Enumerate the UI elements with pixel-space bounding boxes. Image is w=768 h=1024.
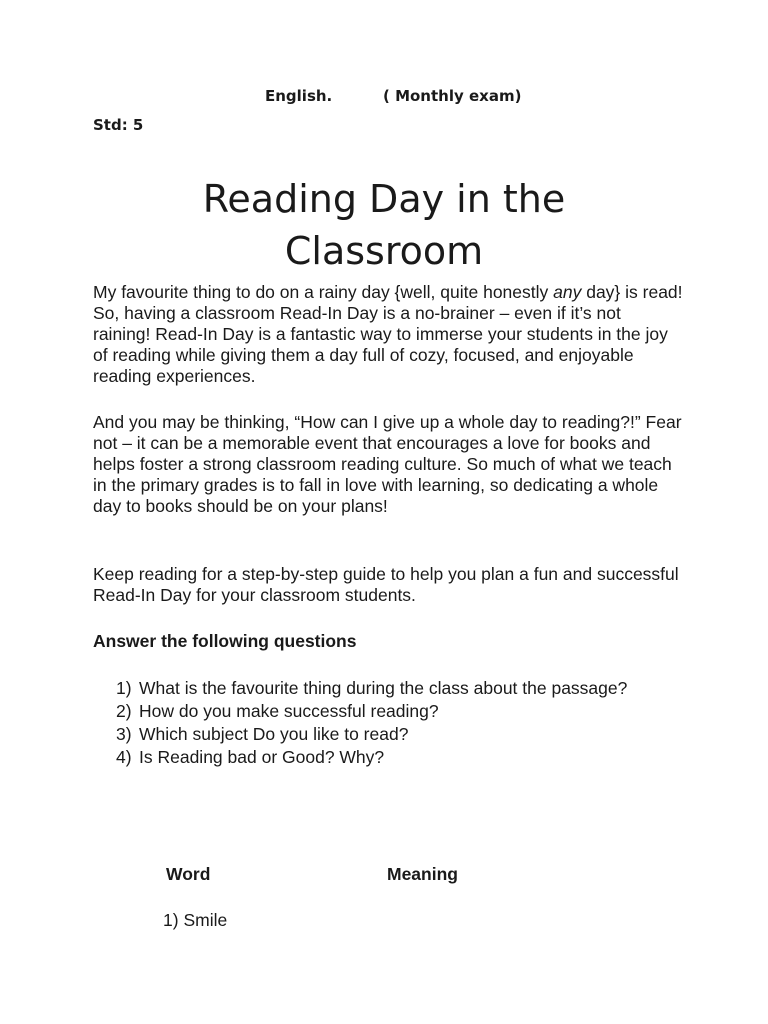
question-item [116, 701, 636, 722]
passage-paragraph-1 [93, 282, 683, 387]
exam-type-label: ( Monthly exam) [383, 87, 522, 105]
question-number: 3) [116, 724, 132, 744]
paragraph-1-text-start: My favourite thing to do on a rainy day {well, quite honestly [93, 282, 554, 302]
question-number: 4) [116, 747, 132, 767]
vocabulary-word-number: 1) [163, 910, 179, 930]
paragraph-1-text-end: day} is read! So, having a classroom Read-In Day is a no-brainer – even if it’s not raining! Read-In Day is a fantastic way to immerse your students in the joy of reading while giving them a day full of cozy, focused, and enjoyable reading experiences. [93, 282, 683, 386]
title-line-1: Reading Day in the [202, 177, 566, 221]
question-text: Which subject Do you like to read? [139, 724, 409, 744]
passage-paragraph-2: And you may be thinking, “How can I give up a whole day to reading?!” Fear not – it can be a memorable event that encourages a love for books and helps foster a strong classroom reading culture. So much of what we teach in the primary grades is to fall in love with learning, so dedicating a whole day to books should be on your plans! [93, 412, 682, 516]
page-title [150, 173, 618, 277]
questions-heading: Answer the following questions [93, 631, 357, 651]
question-item [116, 678, 636, 699]
vocabulary-word-item [163, 910, 227, 931]
subject-label: English. [265, 87, 333, 105]
paragraph-1-italic-word: any [553, 282, 582, 302]
question-item [116, 724, 636, 745]
vocabulary-word: Smile [183, 910, 228, 930]
question-text: Is Reading bad or Good? Why? [139, 747, 385, 767]
question-list [116, 678, 636, 770]
question-number: 2) [116, 701, 132, 721]
meaning-column-heading: Meaning [387, 864, 458, 884]
question-item [116, 747, 636, 768]
passage-paragraph-3: Keep reading for a step-by-step guide to help you plan a fun and successful Read-In Day for your classroom students. [93, 564, 679, 605]
standard-label: Std: 5 [93, 116, 144, 134]
question-number: 1) [116, 678, 132, 698]
question-text: How do you make successful reading? [139, 701, 439, 721]
title-line-2: Classroom [284, 229, 484, 273]
word-column-heading: Word [166, 864, 211, 884]
question-text: What is the favourite thing during the class about the passage? [139, 678, 628, 698]
